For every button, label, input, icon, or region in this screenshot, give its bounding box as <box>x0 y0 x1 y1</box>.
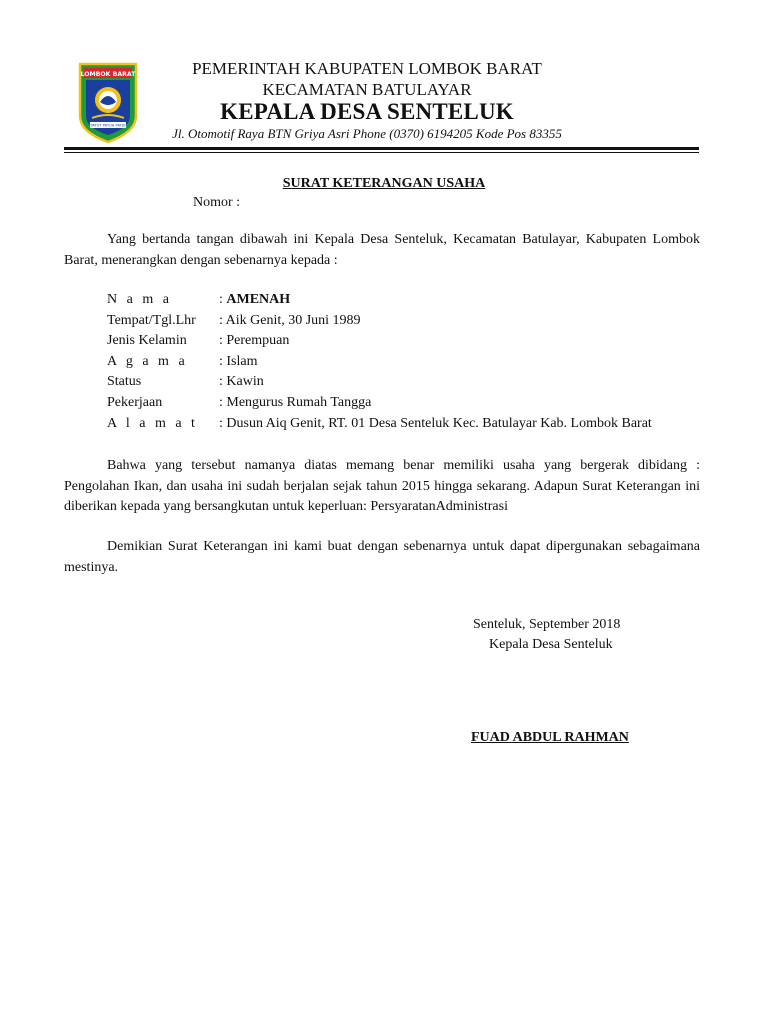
person-name: AMENAH <box>226 292 291 307</box>
field-value: : Aik Genit, 30 Juni 1989 <box>219 312 361 328</box>
field-label: Status <box>107 374 142 390</box>
field-value: : Mengurus Rumah Tangga <box>219 394 372 410</box>
header-government: PEMERINTAH KABUPATEN LOMBOK BARAT <box>192 59 542 78</box>
header-address: Jl. Otomotif Raya BTN Griya Asri Phone (0370) 6194205 Kode Pos 83355 <box>172 126 562 141</box>
field-value: : Islam <box>219 353 258 369</box>
field-label: A g a m a <box>107 353 188 369</box>
header-divider-thin <box>64 152 699 153</box>
header-divider-thick <box>64 147 699 150</box>
letter-number: Nomor : <box>193 195 241 210</box>
field-label: A l a m a t <box>107 415 198 431</box>
field-label: Tempat/Tgl.Lhr <box>107 312 196 328</box>
letter-title: SURAT KETERANGAN USAHA <box>282 176 486 191</box>
field-label: Pekerjaan <box>107 394 163 410</box>
business-paragraph: Bahwa yang tersebut namanya diatas memang benar memiliki usaha yang bergerak dibidang : Pengolahan Ikan, dan usaha ini sudah berjalan sejak tahun 2015 hingga sekarang. Adapun Surat Keterangan ini diberikan kepada yang bersangkutan untuk keperluan: PersyaratanAdministrasi <box>64 458 700 514</box>
field-value: : Kawin <box>219 374 264 390</box>
header-district: KECAMATAN BATULAYAR <box>262 80 472 99</box>
signatory-name: FUAD ABDUL RAHMAN <box>471 730 629 745</box>
logo-text-bottom: PATUT PATUH PATJU <box>90 123 126 128</box>
field-label: Jenis Kelamin <box>107 333 187 349</box>
signature-position: Kepala Desa Senteluk <box>489 637 613 652</box>
lombok-barat-emblem-icon <box>78 62 138 144</box>
field-value: : Perempuan <box>219 333 290 349</box>
field-value: : Dusun Aiq Genit, RT. 01 Desa Senteluk Kec. Batulayar Kab. Lombok Barat <box>219 415 652 431</box>
logo-text-top: LOMBOK BARAT <box>80 70 136 78</box>
signature-place-date: Senteluk, September 2018 <box>473 617 621 632</box>
header-office: KEPALA DESA SENTELUK <box>220 99 514 124</box>
intro-paragraph: Yang bertanda tangan dibawah ini Kepala Desa Senteluk, Kecamatan Batulayar, Kabupaten Lombok Barat, menerangkan dengan sebenarnya kepada : <box>64 232 700 268</box>
field-label: N a m a <box>107 292 172 307</box>
closing-paragraph: Demikian Surat Keterangan ini kami buat dengan sebenarnya untuk dapat dipergunakan sebagaimana mestinya. <box>64 539 700 575</box>
field-value: : AMENAH <box>219 292 291 307</box>
